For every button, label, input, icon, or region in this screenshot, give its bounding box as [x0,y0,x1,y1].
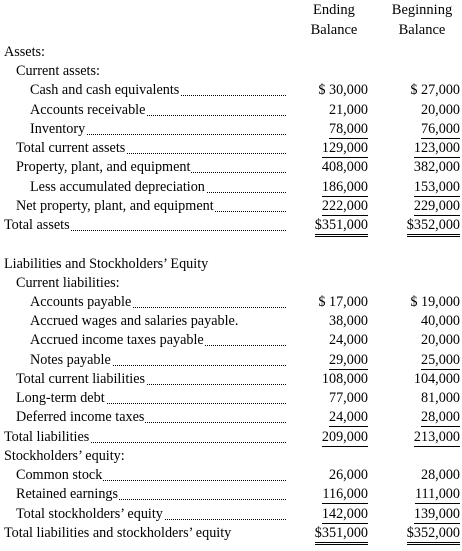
beginning-balance-cell [388,408,460,427]
amount-value: $ 27,000 [410,82,460,99]
table-row [0,389,462,408]
row-label-text: Assets: [4,44,45,60]
amount-value: 77,000 [328,390,368,407]
table-row [0,139,462,158]
table-row [0,485,462,504]
amount-value: $352,000 [407,217,460,237]
row-label [4,235,286,254]
row-label-text: Total current assets [16,140,126,157]
table-row [0,197,462,216]
ending-balance-cell [302,62,368,81]
table-row [0,120,462,139]
ending-balance-cell [302,428,368,447]
ending-balance-cell [302,466,368,485]
row-label-text: Less accumulated depreciation [30,178,205,195]
table-row [0,466,462,485]
amount-value: 20,000 [420,101,460,118]
ending-balance-cell [302,485,368,504]
table-row [0,428,462,447]
beginning-balance-cell [388,524,460,543]
beginning-balance-cell [388,216,460,235]
beginning-balance-cell [388,428,460,447]
beginning-balance-cell [388,293,460,312]
row-label-text: Accounts receivable [30,101,146,118]
amount-value: 123,000 [413,140,460,157]
table-row [0,408,462,427]
ending-balance-cell [302,43,368,62]
ending-balance-cell [302,312,368,331]
row-label [30,120,286,139]
ending-balance-cell [302,274,368,293]
row-label [16,274,286,293]
table-row [0,331,462,350]
ending-balance-cell [302,408,368,427]
row-label [4,428,286,447]
ending-balance-cell [302,505,368,524]
ending-balance-cell [302,81,368,100]
amount-value: $352,000 [407,525,460,545]
ending-balance-cell [302,331,368,350]
amount-value: 111,000 [414,486,460,503]
row-label-text: Total assets [4,217,70,234]
row-label-text: Accrued wages and salaries payable. [30,313,239,330]
row-label [30,81,286,100]
row-label [16,158,286,177]
row-label [4,255,286,274]
ending-balance-cell [302,235,368,254]
row-label [16,370,286,389]
amount-value: 76,000 [420,120,460,137]
table-row [0,81,462,100]
amount-value: 186,000 [321,178,368,195]
row-label-text: Total liabilities [4,428,90,445]
table-row [0,274,462,293]
beginning-balance-cell [388,312,460,331]
beginning-balance-cell [388,62,460,81]
amount-value: 229,000 [413,197,460,214]
row-label-text: Long-term debt [16,390,105,407]
ending-balance-cell [302,255,368,274]
ending-balance-cell [302,293,368,312]
beginning-balance-cell [388,139,460,158]
table-row [0,312,462,331]
amount-value: 24,000 [328,332,368,349]
ending-balance-cell [302,139,368,158]
row-label [4,447,286,466]
ending-balance-cell [302,389,368,408]
beginning-balance-cell [388,505,460,524]
row-label-text: Property, plant, and equipment [16,159,191,176]
table-row [0,62,462,81]
row-label-text: Accrued income taxes payable [30,332,204,349]
beginning-balance-cell [388,235,460,254]
amount-value: 25,000 [420,351,460,368]
table-row [0,505,462,524]
beginning-balance-cell [388,274,460,293]
amount-value: 78,000 [328,120,368,137]
row-label-text: Common stock [16,467,103,484]
table-row [0,235,462,254]
row-label [16,62,286,81]
ending-balance-cell [302,101,368,120]
amount-value: 28,000 [420,409,460,426]
beginning-balance-cell [388,389,460,408]
amount-value: 408,000 [321,159,368,176]
beginning-header-line2: Balance [398,22,446,38]
row-label [16,197,286,216]
beginning-balance-header [382,0,462,40]
row-label-text: Accounts payable [30,293,132,310]
row-label-text: Current liabilities: [16,274,120,291]
beginning-header-line1: Beginning [391,2,453,18]
table-row [0,370,462,389]
amount-value: 222,000 [321,197,368,214]
amount-value: 29,000 [328,351,368,368]
beginning-balance-cell [388,447,460,466]
row-label [4,216,286,235]
ending-balance-cell [302,370,368,389]
table-row [0,447,462,466]
amount-value: 20,000 [420,332,460,349]
beginning-balance-cell [388,178,460,197]
table-row [0,43,462,62]
row-label-text: Total stockholders’ equity [16,505,163,522]
amount-value: 24,000 [328,409,368,426]
amount-value: $ 19,000 [410,293,460,310]
row-label [16,389,286,408]
beginning-balance-cell [388,466,460,485]
amount-value: 116,000 [322,486,368,503]
amount-value: $351,000 [315,217,368,237]
beginning-balance-cell [388,101,460,120]
beginning-balance-cell [388,331,460,350]
ending-balance-cell [302,216,368,235]
beginning-balance-cell [388,120,460,139]
table-row [0,158,462,177]
amount-value: $ 17,000 [318,293,368,310]
row-label-text [4,236,5,252]
ending-balance-header [298,0,370,40]
ending-balance-cell [302,447,368,466]
amount-value: 40,000 [420,313,460,330]
row-label [30,293,286,312]
amount-value: $ 30,000 [318,82,368,99]
row-label-text: Stockholders’ equity: [4,447,125,464]
row-label-text: Liabilities and Stockholders’ Equity [4,255,209,272]
beginning-balance-cell [388,255,460,274]
row-label [30,351,286,370]
row-label [4,43,286,62]
amount-value: 28,000 [420,467,460,484]
row-label [16,485,286,504]
ending-balance-cell [302,524,368,543]
amount-value: 108,000 [321,370,368,387]
row-label-text: Net property, plant, and equipment [16,197,214,214]
amount-value: 139,000 [413,505,460,522]
row-label [30,101,286,120]
amount-value: $351,000 [315,525,368,545]
row-label [16,505,286,524]
row-label [4,524,286,543]
beginning-balance-cell [388,197,460,216]
amount-value: 38,000 [328,313,368,330]
amount-value: 209,000 [321,428,368,445]
row-label-text: Retained earnings [16,486,119,503]
row-label [30,331,286,350]
row-label [16,139,286,158]
table-row [0,255,462,274]
row-label-text: Inventory [30,120,86,137]
amount-value: 26,000 [328,467,368,484]
ending-balance-cell [302,178,368,197]
amount-value: 142,000 [321,505,368,522]
amount-value: 382,000 [413,159,460,176]
amount-value: 129,000 [321,140,368,157]
row-label-text: Total liabilities and stockholders’ equity [4,524,232,541]
table-row [0,178,462,197]
table-row [0,101,462,120]
amount-value: 21,000 [328,101,368,118]
beginning-balance-cell [388,81,460,100]
ending-balance-cell [302,120,368,139]
beginning-balance-cell [388,370,460,389]
row-label-text: Current assets: [16,63,100,80]
table-row [0,351,462,370]
ending-header-line2: Balance [310,22,358,38]
ending-balance-cell [302,158,368,177]
beginning-balance-cell [388,158,460,177]
row-label [30,312,286,331]
row-label-text: Cash and cash equivalents [30,82,180,99]
beginning-balance-cell [388,485,460,504]
ending-balance-cell [302,197,368,216]
row-label [30,178,286,197]
table-row [0,216,462,235]
row-label-text: Total current liabilities [16,370,146,387]
ending-header-line1: Ending [313,2,355,18]
table-row [0,524,462,543]
amount-value: 104,000 [413,370,460,387]
row-label [16,408,286,427]
amount-value: 81,000 [420,390,460,407]
row-label-text: Notes payable [30,351,111,368]
ending-balance-cell [302,351,368,370]
beginning-balance-cell [388,43,460,62]
row-label-text: Deferred income taxes [16,409,145,426]
amount-value: 153,000 [413,178,460,195]
table-row [0,293,462,312]
beginning-balance-cell [388,351,460,370]
row-label [16,466,286,485]
amount-value: 213,000 [413,428,460,445]
